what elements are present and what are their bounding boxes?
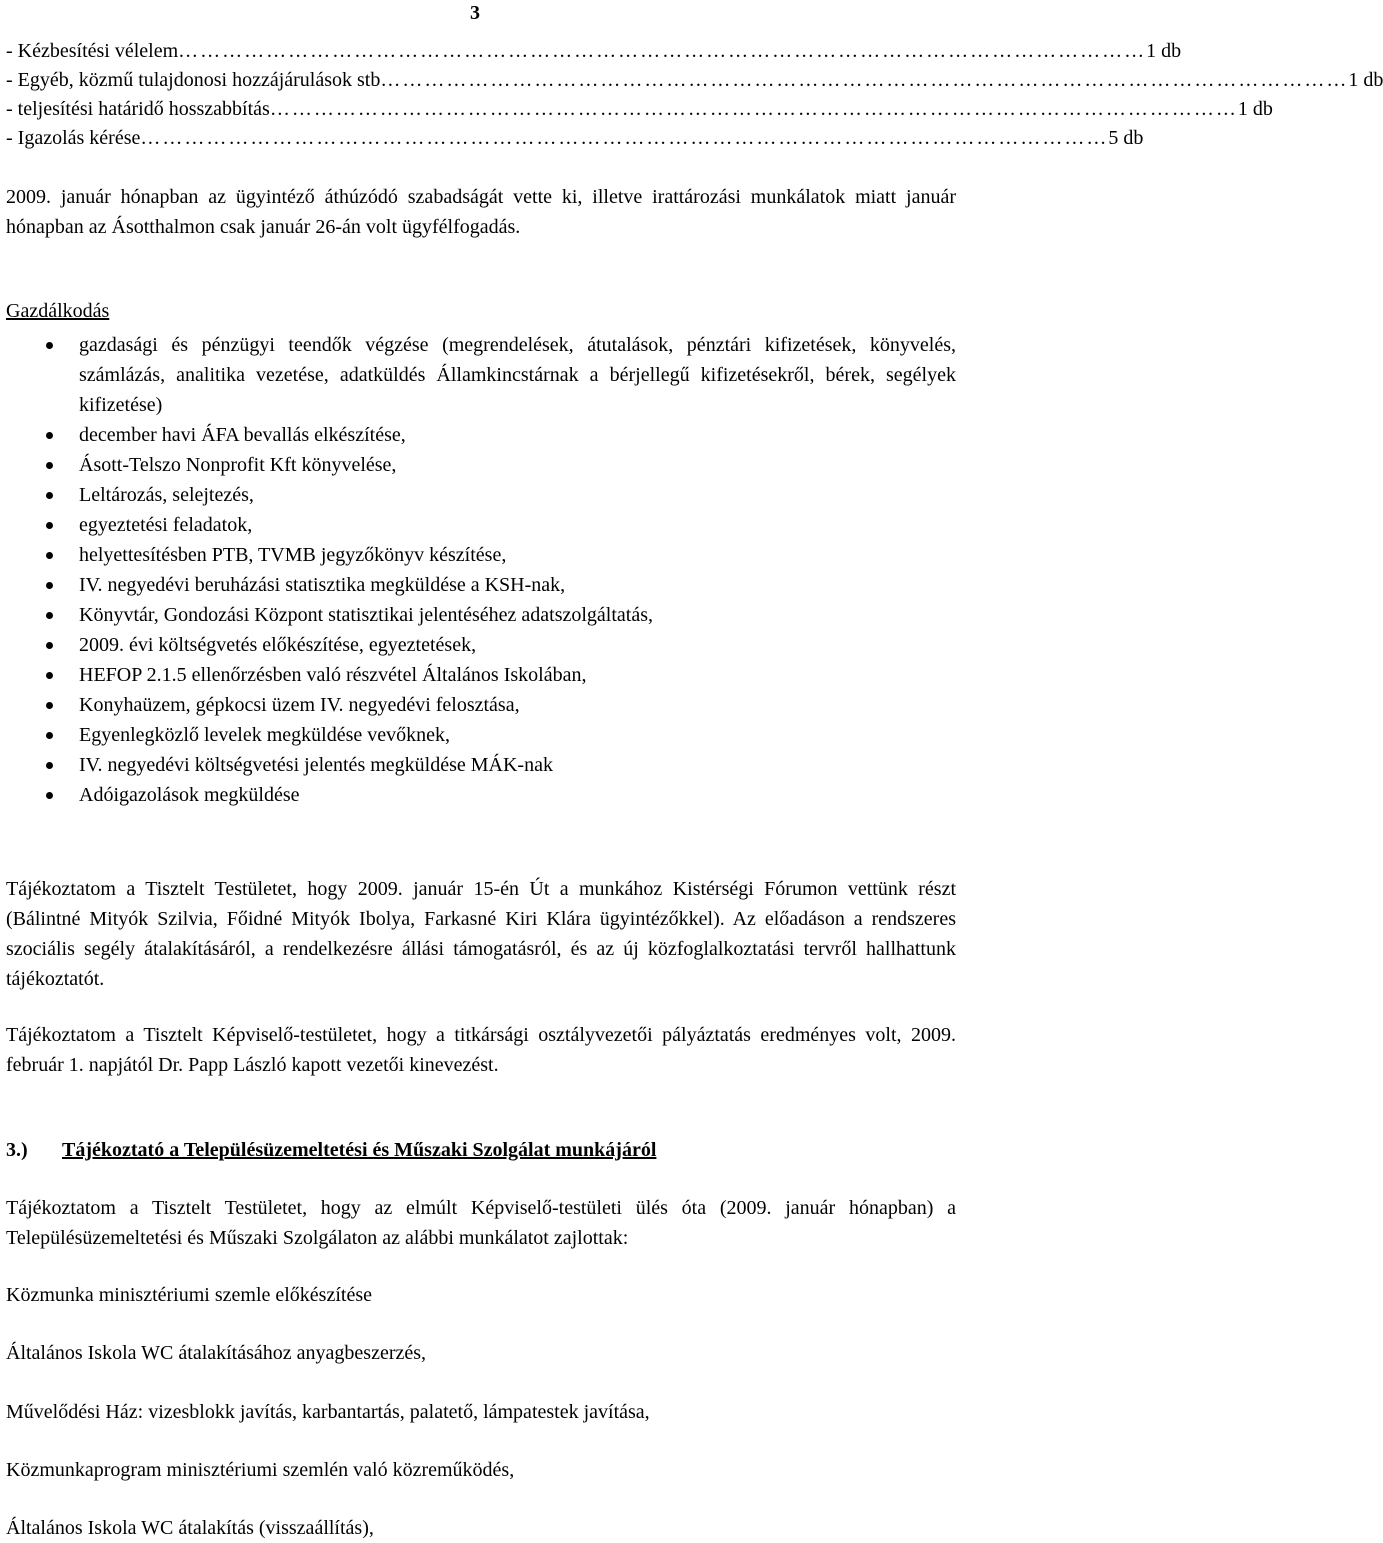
list-item: Könyvtár, Gondozási Központ statisztikai jelentéséhez adatszolgáltatás,: [6, 600, 956, 630]
delivery-item-label: - Kézbesítési vélelem: [6, 40, 179, 62]
info-paragraph-forum: Tájékoztatom a Tisztelt Testületet, hogy 2009. január 15-én Út a munkához Kistérségi Fórumon vettünk részt (Bálintné Mityók Szilvia, Főidné Mityók Ibolya, Farkasné Kiri Klára ügyintézőkkel). Az előadáson a rendszeres szociális segély átalakításáról, a rendelkezésre állási támogatásról, és az új közfoglalkoztatási tervről hallhattunk tájékoztatót.: [6, 878, 956, 990]
leader-dots: ……………………………………………………………………………………………………………………: [178, 40, 1147, 62]
delivery-item: [6, 38, 1182, 64]
leader-dots: ……………………………………………………………………………………………………………………: [140, 127, 1109, 149]
work-item: Művelődési Ház: vizesblokk javítás, karbantartás, palatető, lámpatestek javítása,: [6, 1401, 650, 1423]
section-title-text: Tájékoztató a Településüzemeltetési és Műszaki Szolgálat munkájáról: [62, 1139, 657, 1161]
work-item: Általános Iskola WC átalakítás (visszaállítás),: [6, 1517, 374, 1539]
intro-paragraph: 2009. január hónapban az ügyintéző áthúzódó szabadságát vette ki, illetve irattározási munkálatok miatt január hónapban az Ásotthalmon csak január 26-án volt ügyfélfogadás.: [6, 186, 956, 238]
delivery-item: [6, 96, 1273, 122]
delivery-item-qty: 5 db: [1108, 127, 1144, 149]
section-3-title: [6, 1139, 656, 1162]
delivery-item-qty: 1 db: [1146, 40, 1182, 62]
leader-dots: ……………………………………………………………………………………………………………………: [269, 98, 1238, 120]
delivery-item-label: - Egyéb, közmű tulajdonosi hozzájárulások stb: [6, 69, 381, 91]
list-item: Adóigazolások megküldése: [6, 780, 956, 810]
list-item: Egyenlegközlő levelek megküldése vevőknek,: [6, 720, 956, 750]
delivery-item: [6, 67, 1383, 93]
list-item: HEFOP 2.1.5 ellenőrzésben való részvétel Általános Iskolában,: [6, 660, 956, 690]
list-item: IV. negyedévi költségvetési jelentés megküldése MÁK-nak: [6, 750, 956, 780]
gazdalkodas-heading: Gazdálkodás: [6, 300, 110, 322]
section-number: 3.): [6, 1139, 28, 1161]
leader-dots: ……………………………………………………………………………………………………………………: [380, 69, 1349, 91]
delivery-item-qty: 1 db: [1348, 69, 1383, 91]
info-paragraph-appointment: Tájékoztatom a Tisztelt Képviselő-testületet, hogy a titkársági osztályvezetői pályáztatás eredményes volt, 2009. február 1. napjától Dr. Papp László kapott vezetői kinevezést.: [6, 1024, 956, 1076]
list-item: december havi ÁFA bevallás elkészítése,: [6, 420, 956, 450]
list-item: 2009. évi költségvetés előkészítése, egyeztetések,: [6, 630, 956, 660]
list-item: IV. negyedévi beruházási statisztika megküldése a KSH-nak,: [6, 570, 956, 600]
list-item: Leltározás, selejtezés,: [6, 480, 956, 510]
list-item: Konyhaüzem, gépkocsi üzem IV. negyedévi felosztása,: [6, 690, 956, 720]
list-item: helyettesítésben PTB, TVMB jegyzőkönyv készítése,: [6, 540, 956, 570]
work-item: Közmunkaprogram minisztériumi szemlén való közreműködés,: [6, 1459, 515, 1481]
delivery-item: [6, 125, 1144, 151]
delivery-item-label: - Igazolás kérése: [6, 127, 141, 149]
work-item: Általános Iskola WC átalakításához anyagbeszerzés,: [6, 1342, 427, 1364]
delivery-item-qty: 1 db: [1237, 98, 1273, 120]
gazdalkodas-list: [6, 330, 956, 810]
list-item: egyeztetési feladatok,: [6, 510, 956, 540]
delivery-item-label: - teljesítési határidő hosszabbítás: [6, 98, 270, 120]
page-number: 3: [470, 2, 480, 24]
work-item: Közmunka minisztériumi szemle előkészítése: [6, 1284, 372, 1306]
list-item: gazdasági és pénzügyi teendők végzése (megrendelések, átutalások, pénztári kifizetések, könyvelés, számlázás, analitika vezetése, adatküldés Államkincstárnak a bérjellegű kifizetésekről, bérek, segélyek kifizetése): [6, 330, 956, 420]
list-item: Ásott-Telszo Nonprofit Kft könyvelése,: [6, 450, 956, 480]
section-3-intro: Tájékoztatom a Tisztelt Testületet, hogy az elmúlt Képviselő-testületi ülés óta (2009. január hónapban) a Településüzemeltetési és Műszaki Szolgálaton az alábbi munkálatot zajlottak:: [6, 1197, 956, 1249]
